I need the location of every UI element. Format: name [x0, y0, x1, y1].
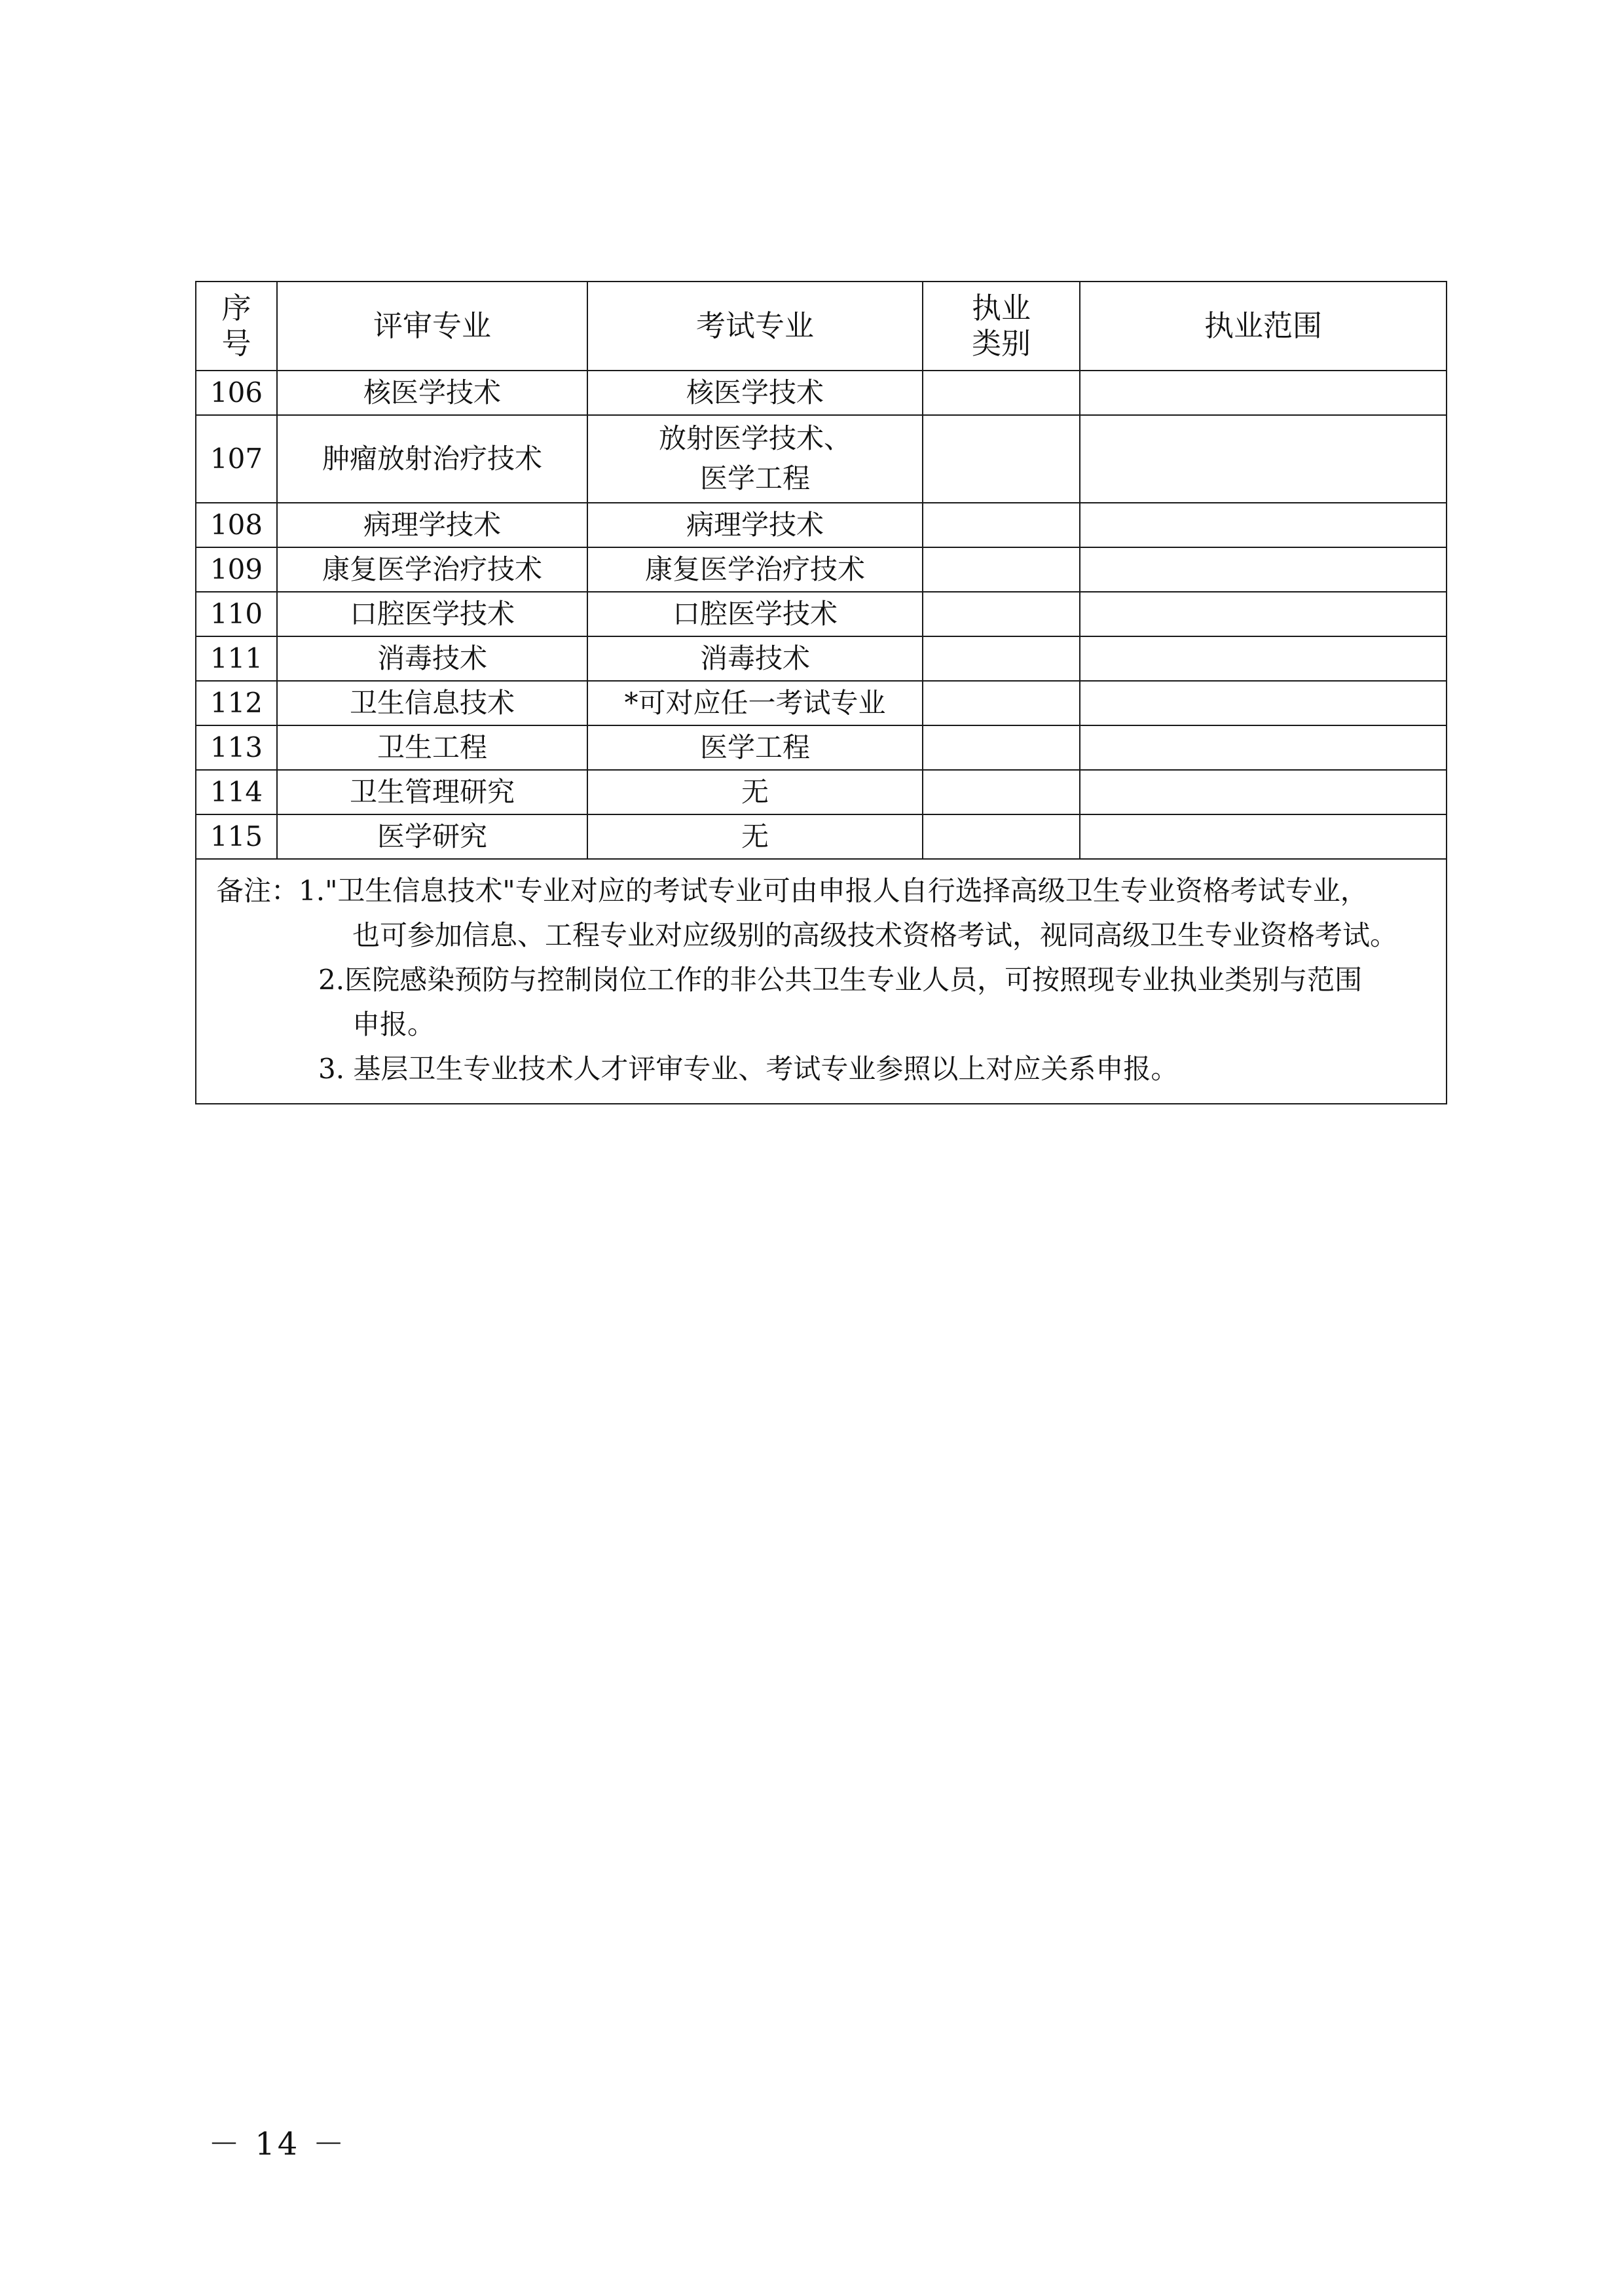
cell-exam-line: 核医学技术 — [686, 376, 824, 409]
cell-exam-line: *可对应任一考试专业 — [624, 687, 886, 719]
cell-exam-line: 放射医学技术、 — [658, 422, 851, 455]
cell-practice-scope — [1080, 371, 1447, 415]
cell-review-line: 口腔医学技术 — [349, 598, 515, 630]
cell-practice-scope — [1080, 681, 1447, 725]
cell-exam-major — [587, 503, 923, 547]
table-row — [196, 503, 1447, 547]
cell-seq: 111 — [196, 636, 277, 681]
cell-seq: 110 — [196, 592, 277, 636]
header-practice-scope: 执业范围 — [1080, 282, 1447, 371]
cell-review-major — [277, 592, 587, 636]
cell-review-major — [277, 636, 587, 681]
cell-seq: 108 — [196, 503, 277, 547]
cell-review-major — [277, 681, 587, 725]
cell-review-line: 肿瘤放射治疗技术 — [322, 442, 542, 475]
cell-review-line: 消毒技术 — [377, 642, 487, 674]
cell-practice-category — [923, 371, 1080, 415]
cell-exam-major — [587, 592, 923, 636]
cell-practice-scope — [1080, 547, 1447, 592]
cell-review-line: 康复医学治疗技术 — [322, 553, 542, 585]
header-seq-line: 序 — [221, 291, 251, 325]
cell-seq: 112 — [196, 681, 277, 725]
table-header-row — [196, 282, 1447, 371]
table-row — [196, 547, 1447, 592]
cell-exam-line: 病理学技术 — [686, 509, 824, 541]
header-practice-category — [923, 282, 1080, 371]
note-line-1: 备注：1."卫生信息技术"专业对应的考试专业可由申报人自行选择高级卫生专业资格考试专业， — [216, 875, 1368, 907]
cell-practice-category — [923, 547, 1080, 592]
cell-practice-category — [923, 725, 1080, 770]
cell-review-line: 病理学技术 — [363, 509, 501, 541]
cell-seq: 114 — [196, 770, 277, 814]
cell-practice-category — [923, 636, 1080, 681]
table-row — [196, 636, 1447, 681]
cell-review-line: 核医学技术 — [363, 376, 501, 409]
notes-row — [196, 859, 1447, 1104]
cell-review-line: 卫生信息技术 — [349, 687, 515, 719]
table-row — [196, 814, 1447, 859]
data-table — [195, 281, 1447, 1104]
cell-review-major — [277, 415, 587, 503]
cell-exam-line: 康复医学治疗技术 — [644, 553, 865, 585]
cell-exam-major — [587, 547, 923, 592]
table-row — [196, 592, 1447, 636]
cell-exam-line: 口腔医学技术 — [672, 598, 838, 630]
header-review-major: 评审专业 — [277, 282, 587, 371]
cell-exam-major — [587, 415, 923, 503]
cell-practice-scope — [1080, 592, 1447, 636]
table-row — [196, 371, 1447, 415]
cell-review-line: 医学研究 — [377, 820, 487, 852]
header-seq-line: 号 — [221, 326, 251, 361]
cell-exam-major — [587, 636, 923, 681]
cell-exam-line: 医学工程 — [699, 731, 810, 763]
note-line-1-continued: 也可参加信息、工程专业对应级别的高级技术资格考试，视同高级卫生专业资格考试。 — [352, 919, 1398, 951]
cell-practice-scope — [1080, 814, 1447, 859]
notes-cell — [196, 859, 1447, 1104]
cell-seq: 109 — [196, 547, 277, 592]
table-row — [196, 415, 1447, 503]
cell-exam-major — [587, 770, 923, 814]
table-row — [196, 681, 1447, 725]
cell-practice-scope — [1080, 503, 1447, 547]
header-seq — [196, 282, 277, 371]
cell-review-major — [277, 770, 587, 814]
cell-practice-category — [923, 592, 1080, 636]
cell-review-line: 卫生管理研究 — [349, 776, 515, 808]
cell-seq: 107 — [196, 415, 277, 503]
cell-exam-line: 无 — [741, 776, 769, 808]
cell-review-major — [277, 814, 587, 859]
cell-exam-line: 医学工程 — [699, 462, 810, 494]
cell-practice-category — [923, 770, 1080, 814]
cell-review-major — [277, 547, 587, 592]
header-category-line: 执业 — [971, 291, 1031, 325]
cell-practice-scope — [1080, 415, 1447, 503]
cell-review-major — [277, 725, 587, 770]
note-line-3: 3. 基层卫生专业技术人才评审专业、考试专业参照以上对应关系申报。 — [318, 1053, 1179, 1085]
cell-exam-line: 消毒技术 — [699, 642, 810, 674]
header-category-line: 类别 — [971, 326, 1031, 361]
cell-seq: 113 — [196, 725, 277, 770]
cell-practice-scope — [1080, 636, 1447, 681]
cell-seq: 115 — [196, 814, 277, 859]
header-exam-major: 考试专业 — [587, 282, 923, 371]
cell-practice-category — [923, 814, 1080, 859]
cell-exam-major — [587, 371, 923, 415]
cell-review-major — [277, 371, 587, 415]
page-number: － 14 － — [208, 2126, 347, 2162]
table-row — [196, 770, 1447, 814]
cell-review-line: 卫生工程 — [377, 731, 487, 763]
cell-exam-major — [587, 681, 923, 725]
cell-practice-category — [923, 503, 1080, 547]
cell-practice-scope — [1080, 725, 1447, 770]
cell-practice-category — [923, 415, 1080, 503]
cell-review-major — [277, 503, 587, 547]
table-row — [196, 725, 1447, 770]
cell-practice-category — [923, 681, 1080, 725]
note-line-2: 2.医院感染预防与控制岗位工作的非公共卫生专业人员，可按照现专业执业类别与范围 — [318, 964, 1363, 996]
cell-seq: 106 — [196, 371, 277, 415]
cell-practice-scope — [1080, 770, 1447, 814]
note-line-2-continued: 申报。 — [352, 1008, 435, 1040]
cell-exam-major — [587, 814, 923, 859]
cell-exam-line: 无 — [741, 820, 769, 852]
cell-exam-major — [587, 725, 923, 770]
